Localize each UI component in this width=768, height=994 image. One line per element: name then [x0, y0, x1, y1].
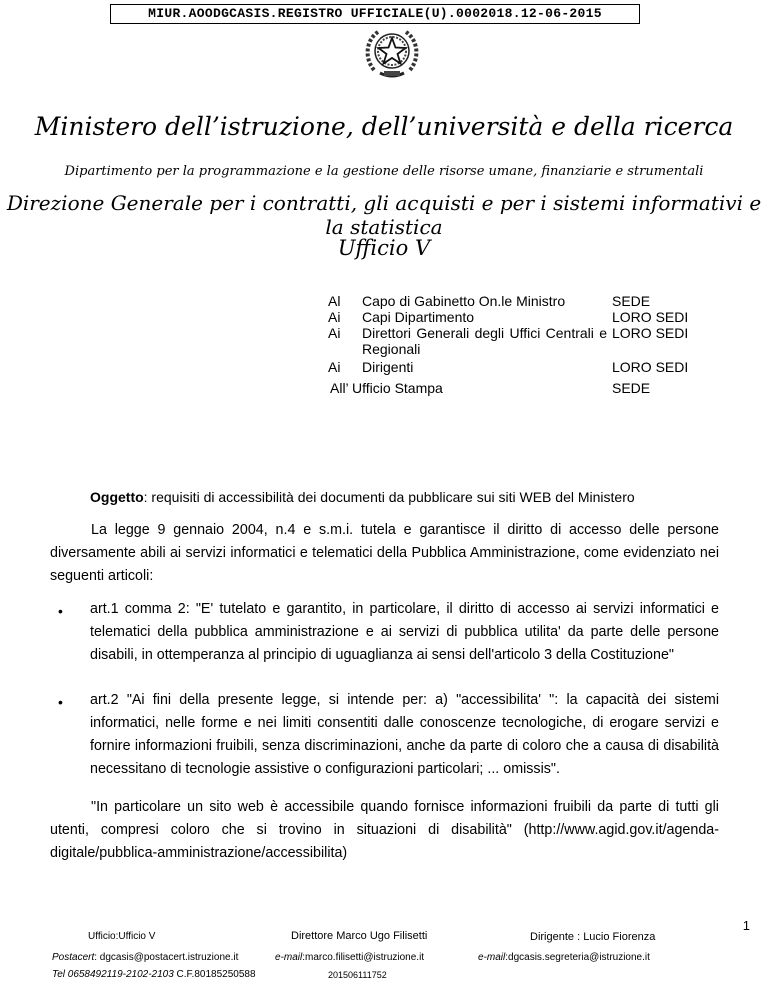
- bullet-dot: •: [58, 603, 63, 619]
- recipient-prefix: Ai: [328, 309, 341, 325]
- recipient-prefix: Ai: [328, 325, 341, 341]
- footer-tel: Tel 0658492119-2102-2103: [52, 969, 174, 980]
- recipient-location: LORO SEDI: [612, 309, 689, 325]
- recipient-name: Dirigenti: [362, 359, 414, 375]
- department-name: Dipartimento per la programmazione e la gestione delle risorse umane, finanziarie e strumentali: [64, 164, 704, 179]
- recipient-location: LORO SEDI: [612, 359, 689, 375]
- footer-email-value: :marco.filisetti@istruzione.it: [302, 952, 425, 963]
- footer-phone: [52, 969, 256, 980]
- footer-email-value: :dgcasis.segreteria@istruzione.it: [505, 952, 650, 963]
- footer-doc-id: 201506111752: [328, 970, 387, 980]
- intro-paragraph: La legge 9 gennaio 2004, n.4 e s.m.i. tutela e garantisce il diritto di accesso delle persone diversamente abili ai servizi informatici e telematici della Pubblica Amministrazione, come evidenziato nei seguenti articoli:: [50, 522, 719, 584]
- footer-office: Ufficio:Ufficio V: [88, 931, 156, 942]
- press-office-location: SEDE: [612, 380, 651, 396]
- footer-cf: C.F.80185250588: [173, 969, 256, 980]
- footer-director: Direttore Marco Ugo Filisetti: [291, 930, 428, 942]
- recipient-prefix: Ai: [328, 359, 341, 375]
- bullet-article-1: art.1 comma 2: "E' tutelato e garantito, in particolare, il diritto di accesso ai servizi informatici e telematici della pubblica amministrazione e ai servizi di pubblica utilita' da parte delle persone disabili, in ottemperanza al principio di uguaglianza ai sensi dell'articolo 3 della Costituzione": [90, 601, 719, 663]
- footer-email-secretary[interactable]: [478, 952, 650, 963]
- recipient-location: LORO SEDI: [612, 325, 689, 341]
- directorate-name: Direzione Generale per i contratti, gli acquisti e per i sistemi informativi e la statistica: [6, 191, 762, 239]
- footer-pec: [52, 952, 238, 963]
- footer-manager: Dirigente : Lucio Fiorenza: [530, 931, 656, 943]
- footer-email-label: e-mail: [478, 952, 506, 963]
- subject-line: [90, 489, 635, 505]
- subject-text: : requisiti di accessibilità dei documenti da pubblicare sui siti WEB del Ministero: [143, 489, 635, 505]
- subject-label: Oggetto: [90, 489, 144, 505]
- quote-paragraph: "In particolare un sito web è accessibile quando fornisce informazioni fruibili da parte di tutti gli utenti, compresi coloro che si trovino in situazioni di disabilità" (http://www.agid.gov.it/agenda-digitale/pubblica-amministrazione/accessibilita): [50, 799, 719, 861]
- recipient-name: Direttori Generali degli Uffici Centrali e Regionali: [362, 325, 607, 357]
- page-number: 1: [742, 918, 750, 933]
- ministry-name: Ministero dell’istruzione, dell’università e della ricerca: [34, 112, 734, 141]
- bullet-dot: •: [58, 694, 63, 710]
- recipient-name: Capo di Gabinetto On.le Ministro: [362, 293, 566, 309]
- bullet-article-2: art.2 "Ai fini della presente legge, si intende per: a) "accessibilita' ": la capacità dei sistemi informatici, nelle forme e nei limiti consentiti dalle conoscenze tecnologiche, di erogare servizi e fornire informazioni fruibili, senza discriminazioni, anche da parte di coloro che a causa di disabilità necessitano di tecnologie assistive o configurazioni particolari; ... omissis".: [90, 692, 719, 777]
- recipient-name: Capi Dipartimento: [362, 309, 475, 325]
- protocol-stamp: MIUR.AOODGCASIS.REGISTRO UFFICIALE(U).0002018.12-06-2015: [110, 4, 640, 24]
- footer-pec-value: : dgcasis@postacert.istruzione.it: [94, 952, 239, 963]
- press-office-name: All’ Ufficio Stampa: [330, 380, 443, 396]
- footer-pec-label: Postacert: [52, 952, 95, 963]
- recipient-prefix: Al: [328, 293, 341, 309]
- footer-email-label: e-mail: [275, 952, 303, 963]
- office-name: Ufficio V: [337, 236, 431, 260]
- footer-email-director[interactable]: [275, 952, 424, 963]
- recipient-location: SEDE: [612, 293, 651, 309]
- italian-republic-emblem-icon: [362, 24, 422, 82]
